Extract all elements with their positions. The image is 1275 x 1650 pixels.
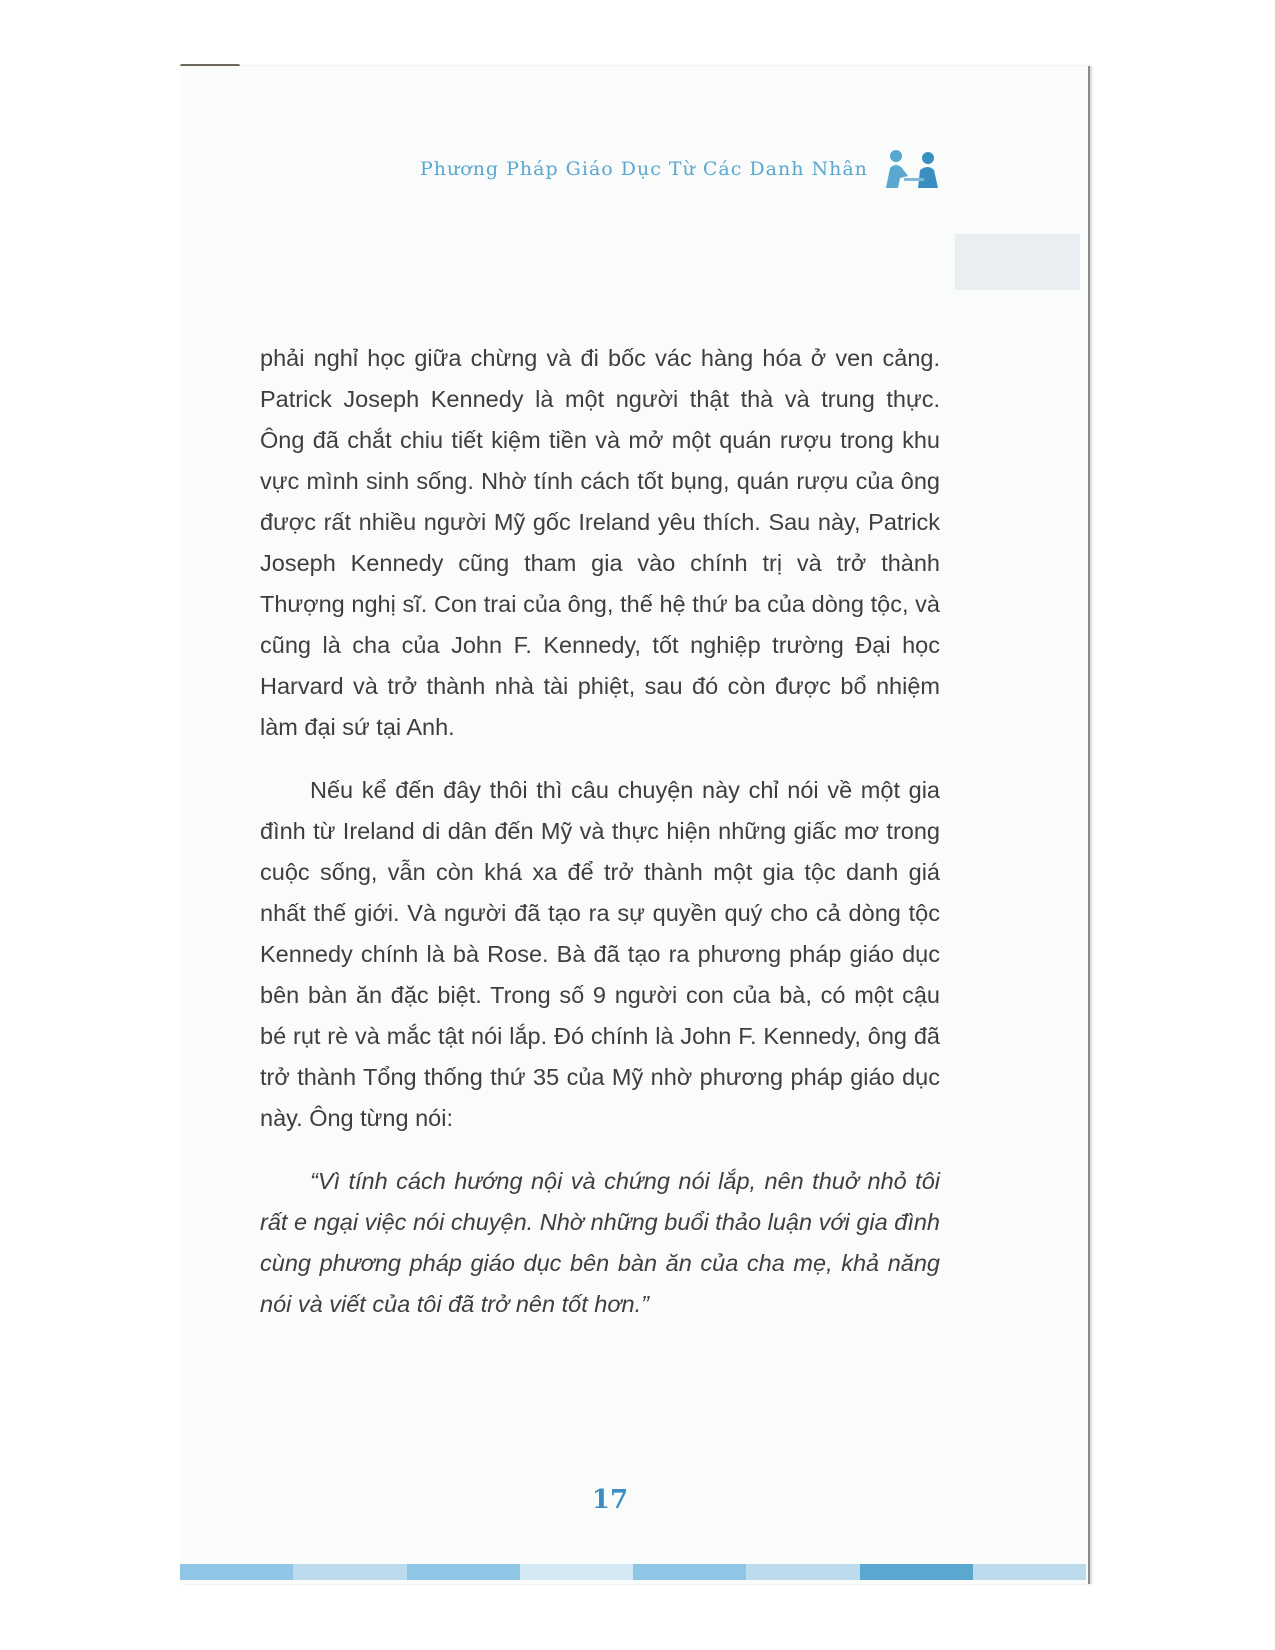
footer-segment <box>407 1564 520 1580</box>
running-head: Phương Pháp Giáo Dục Từ Các Danh Nhân <box>420 158 868 180</box>
paragraph-2: Nếu kể đến đây thôi thì câu chuyện này chỉ nói về một gia đình từ Ireland di dân đến Mỹ và thực hiện những giấc mơ trong cuộc sống, vẫn còn khá xa để trở thành một gia tộc danh giá nhất thế giới. Và người đã tạo ra sự quyền quý cho cả dòng tộc Kennedy chính là bà Rose. Bà đã tạo ra phương pháp giáo dục bên bàn ăn đặc biệt. Trong số 9 người con của bà, có một cậu bé rụt rè và mắc tật nói lắp. Đó chính là John F. Kennedy, ông đã trở thành Tổng thống thứ 35 của Mỹ nhờ phương pháp giáo dục này. Ông từng nói: <box>260 777 940 1131</box>
body-text <box>260 338 940 1325</box>
footer-segment <box>520 1564 633 1580</box>
quote: “Vì tính cách hướng nội và chứng nói lắp, nên thuở nhỏ tôi rất e ngại việc nói chuyện. Nhờ những buổi thảo luận với gia đình cùng phương pháp giáo dục bên bàn ăn của cha mẹ, khả năng nói và viết của tôi đã trở nên tốt hơn.” <box>260 1168 940 1317</box>
footer-segment <box>293 1564 406 1580</box>
paragraph-1: phải nghỉ học giữa chừng và đi bốc vác hàng hóa ở ven cảng. Patrick Joseph Kennedy là một người thật thà và trung thực. Ông đã chắt chiu tiết kiệm tiền và mở một quán rượu trong khu vực mình sinh sống. Nhờ tính cách tốt bụng, quán rượu của ông được rất nhiều người Mỹ gốc Ireland yêu thích. Sau này, Patrick Joseph Kennedy cũng tham gia vào chính trị và trở thành Thượng nghị sĩ. Con trai của ông, thế hệ thứ ba của dòng tộc, và cũng là cha của John F. Kennedy, tốt nghiệp trường Đại học Harvard và trở thành nhà tài phiệt, sau đó còn được bổ nhiệm làm đại sứ tại Anh. <box>260 345 940 740</box>
chapter-tab <box>955 234 1080 290</box>
footer-color-bar <box>180 1564 1086 1580</box>
footer-segment <box>180 1564 293 1580</box>
reading-figures-icon <box>878 148 944 190</box>
footer-segment <box>973 1564 1086 1580</box>
footer-segment <box>746 1564 859 1580</box>
page-number: 17 <box>591 1485 629 1515</box>
footer-segment <box>860 1564 973 1580</box>
footer-segment <box>633 1564 746 1580</box>
